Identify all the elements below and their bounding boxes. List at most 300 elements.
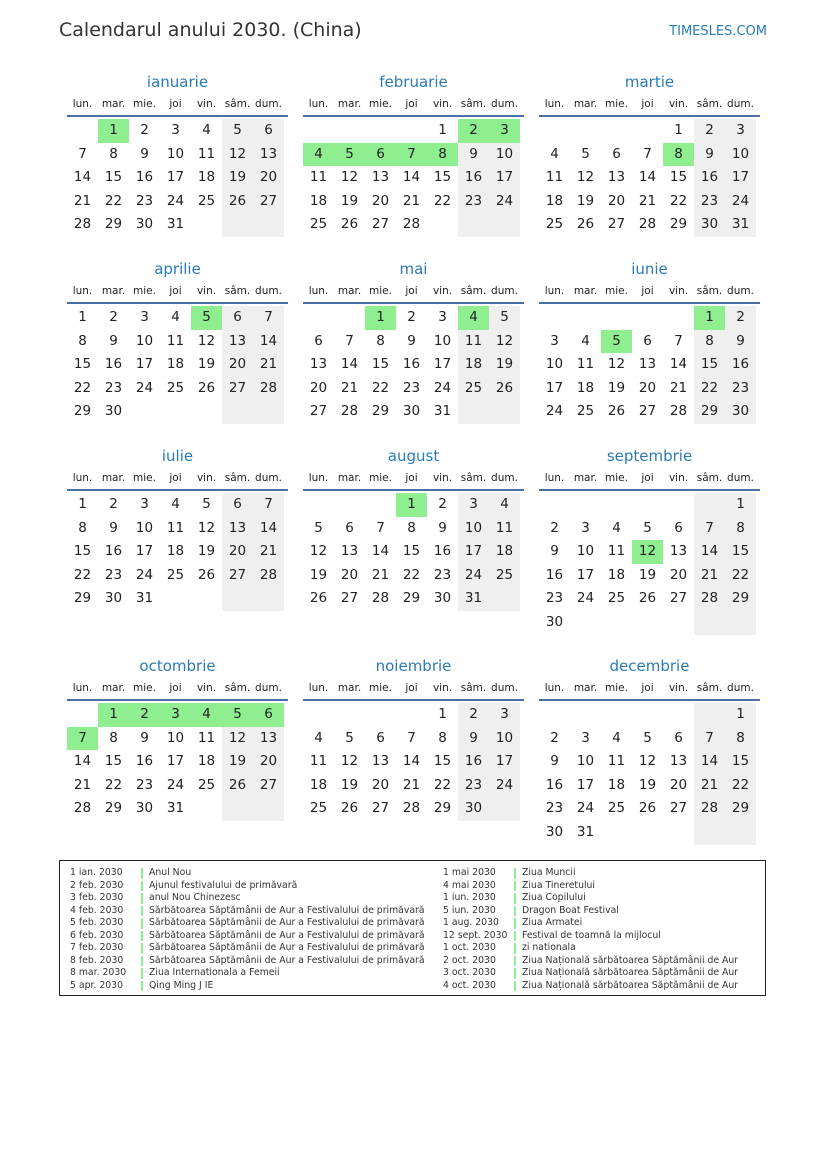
day-cell: 27: [253, 190, 284, 214]
legend-row: [70, 892, 443, 905]
day-cell: 29: [725, 587, 756, 611]
weekday-label: mie.: [369, 285, 392, 297]
holiday-day-cell: 12: [632, 540, 663, 564]
day-cell: 18: [166, 356, 185, 373]
day-cell: 18: [197, 753, 216, 770]
day-cell: 23: [458, 774, 489, 798]
day-cell: 28: [638, 216, 657, 233]
legend-holiday-name: Ziua Armatei: [522, 917, 583, 928]
day-cell: 20: [669, 566, 688, 583]
holiday-day-cell: 3: [489, 119, 520, 143]
month-name: octombrie: [139, 657, 216, 675]
day-cell: 5: [202, 496, 211, 512]
weekday-label: vin.: [668, 98, 689, 110]
legend-holiday-name: Ziua Națională sărbătoarea Săptămânii de Aur: [522, 967, 739, 978]
day-cell: 21: [73, 776, 92, 793]
empty-cell: [365, 119, 396, 143]
day-cell: 8: [407, 519, 416, 536]
day-cell: 2: [550, 519, 559, 536]
holiday-day-cell: 4: [458, 306, 489, 330]
day-cell: 16: [402, 356, 421, 373]
weekday-label: sâm.: [696, 98, 723, 110]
day-cell: 4: [612, 519, 621, 536]
weekday-label: lun.: [308, 472, 329, 484]
legend-row: [443, 892, 773, 905]
weekday-header: [303, 678, 524, 701]
weekday-label: dum.: [255, 472, 282, 484]
weekday-label: mie.: [133, 98, 156, 110]
empty-cell: [632, 306, 663, 330]
day-cell: 31: [725, 213, 756, 237]
weekday-label: sâm.: [224, 98, 251, 110]
day-cell: 29: [433, 800, 452, 817]
legend-marker: [514, 906, 516, 917]
day-cell: 6: [674, 729, 683, 746]
day-grid: [67, 117, 288, 237]
day-cell: 21: [402, 776, 421, 793]
weekday-label: sâm.: [460, 472, 487, 484]
site-link[interactable]: TIMESLES.COM: [669, 24, 767, 39]
weekday-label: sâm.: [696, 682, 723, 694]
holiday-day-cell: 1: [396, 493, 427, 517]
day-cell: 22: [371, 379, 390, 396]
legend-date: 8 mar. 2030: [70, 967, 127, 978]
day-cell: 24: [725, 190, 756, 214]
legend-holiday-name: Qing Ming J IE: [149, 979, 214, 991]
legend-column-left: [70, 867, 443, 995]
legend-date: 5 iun. 2030: [443, 904, 496, 916]
day-cell: 17: [489, 166, 520, 190]
day-cell: 2: [438, 496, 447, 512]
weekday-label: mie.: [605, 682, 628, 694]
day-cell: 8: [438, 729, 447, 746]
day-cell: 6: [345, 519, 354, 536]
day-cell: 21: [638, 192, 657, 209]
weekday-label: mar.: [573, 682, 598, 694]
weekday-header: [539, 468, 760, 491]
day-cell: 1: [674, 122, 683, 138]
month-septembrie: [539, 444, 760, 654]
holiday-day-cell: 6: [253, 703, 284, 727]
day-cell: 15: [104, 753, 123, 770]
weekday-label: mar.: [101, 472, 126, 484]
legend-marker: [514, 981, 516, 992]
empty-cell: [253, 213, 284, 237]
day-cell: 11: [545, 169, 564, 186]
day-cell: 3: [140, 309, 149, 325]
holiday-day-cell: 1: [98, 119, 129, 143]
day-cell: 19: [340, 192, 359, 209]
day-cell: 29: [104, 216, 123, 233]
day-cell: 22: [433, 776, 452, 793]
legend-row: [443, 905, 773, 918]
day-cell: 14: [694, 750, 725, 774]
weekday-label: vin.: [196, 682, 217, 694]
day-cell: 14: [73, 169, 92, 186]
day-cell: 7: [694, 727, 725, 751]
weekday-header: [67, 281, 288, 304]
day-cell: 22: [104, 776, 123, 793]
weekday-label: mie.: [605, 98, 628, 110]
day-cell: 10: [489, 727, 520, 751]
day-cell: 18: [607, 566, 626, 583]
legend-holiday-name: Sărbătoarea Săptămânii de Aur a Festivalului de primăvară: [149, 929, 425, 941]
legend-holiday-name: Ziua Tineretului: [522, 879, 596, 891]
day-cell: 12: [222, 143, 253, 167]
legend-holiday-name: Ziua Copilului: [522, 892, 586, 903]
day-cell: 31: [135, 590, 154, 607]
day-cell: 13: [638, 356, 657, 373]
weekday-label: lun.: [72, 682, 93, 694]
day-cell: 16: [433, 543, 452, 560]
weekday-label: mar.: [337, 285, 362, 297]
holiday-day-cell: 3: [160, 703, 191, 727]
legend-marker: [141, 931, 143, 942]
day-cell: 28: [694, 587, 725, 611]
day-cell: 13: [340, 543, 359, 560]
empty-cell: [160, 400, 191, 424]
day-cell: 16: [458, 750, 489, 774]
day-cell: 6: [674, 519, 683, 536]
holiday-day-cell: 4: [303, 143, 334, 167]
day-grid: [539, 304, 760, 424]
month-name: ianuarie: [146, 73, 209, 91]
day-cell: 3: [140, 496, 149, 512]
day-cell: 16: [135, 169, 154, 186]
day-cell: 8: [694, 330, 725, 354]
legend-marker: [141, 893, 143, 904]
day-cell: 26: [638, 800, 657, 817]
day-cell: 12: [197, 332, 216, 349]
legend-marker: [141, 906, 143, 917]
day-cell: 13: [371, 753, 390, 770]
day-grid: [303, 491, 524, 611]
weekday-label: dum.: [727, 682, 754, 694]
legend-row: [443, 880, 773, 893]
weekday-label: vin.: [432, 682, 453, 694]
day-cell: 15: [725, 750, 756, 774]
legend-date: 2 oct. 2030: [443, 954, 496, 966]
day-cell: 26: [576, 216, 595, 233]
day-cell: 24: [135, 566, 154, 583]
weekday-header: [303, 94, 524, 117]
day-cell: 25: [489, 564, 520, 588]
day-cell: 22: [669, 192, 688, 209]
weekday-label: mar.: [337, 98, 362, 110]
legend-row: [70, 917, 443, 930]
day-cell: 28: [253, 377, 284, 401]
weekday-label: joi: [405, 285, 418, 297]
day-cell: 24: [576, 800, 595, 817]
month-iunie: [539, 257, 760, 444]
legend-row: [443, 867, 773, 880]
empty-cell: [663, 821, 694, 845]
day-cell: 31: [458, 587, 489, 611]
day-cell: 19: [607, 379, 626, 396]
weekday-label: vin.: [432, 98, 453, 110]
day-cell: 2: [109, 496, 118, 512]
day-cell: 10: [576, 753, 595, 770]
empty-cell: [601, 821, 632, 845]
day-cell: 30: [545, 613, 564, 630]
legend-marker: [141, 881, 143, 892]
day-cell: 11: [166, 332, 185, 349]
day-cell: 18: [166, 543, 185, 560]
day-cell: 28: [73, 216, 92, 233]
weekday-label: vin.: [196, 472, 217, 484]
day-cell: 16: [135, 753, 154, 770]
month-august: [303, 444, 524, 654]
holiday-day-cell: 5: [222, 703, 253, 727]
day-cell: 16: [545, 776, 564, 793]
day-cell: 10: [433, 332, 452, 349]
month-name: septembrie: [606, 447, 693, 465]
day-cell: 23: [402, 379, 421, 396]
day-cell: 14: [253, 517, 284, 541]
day-cell: 11: [309, 753, 328, 770]
day-cell: 30: [402, 403, 421, 420]
holiday-day-cell: 1: [365, 306, 396, 330]
day-cell: 16: [104, 356, 123, 373]
day-cell: 25: [166, 379, 185, 396]
empty-cell: [539, 703, 570, 727]
empty-cell: [303, 306, 334, 330]
weekday-label: joi: [169, 472, 182, 484]
holiday-day-cell: 5: [191, 306, 222, 330]
day-cell: 27: [669, 800, 688, 817]
weekday-label: mie.: [133, 682, 156, 694]
day-cell: 25: [607, 590, 626, 607]
weekday-label: vin.: [668, 682, 689, 694]
day-cell: 9: [109, 519, 118, 536]
day-cell: 13: [222, 330, 253, 354]
weekday-label: mie.: [369, 98, 392, 110]
day-cell: 15: [433, 169, 452, 186]
day-cell: 17: [489, 750, 520, 774]
weekday-label: joi: [169, 682, 182, 694]
day-cell: 6: [253, 119, 284, 143]
day-cell: 6: [314, 332, 323, 349]
day-cell: 24: [135, 379, 154, 396]
day-cell: 17: [545, 379, 564, 396]
empty-cell: [632, 821, 663, 845]
day-cell: 22: [402, 566, 421, 583]
day-cell: 2: [109, 309, 118, 325]
day-cell: 23: [725, 377, 756, 401]
legend-holiday-name: Ziua Muncii: [522, 867, 576, 878]
day-cell: 23: [104, 379, 123, 396]
day-cell: 31: [166, 216, 185, 233]
day-cell: 31: [433, 403, 452, 420]
day-cell: 9: [550, 753, 559, 770]
day-cell: 23: [545, 590, 564, 607]
day-cell: 12: [340, 169, 359, 186]
day-cell: 12: [340, 753, 359, 770]
day-cell: 15: [669, 169, 688, 186]
day-cell: 24: [489, 774, 520, 798]
day-cell: 21: [694, 564, 725, 588]
day-cell: 22: [725, 774, 756, 798]
empty-cell: [191, 797, 222, 821]
legend-marker: [514, 968, 516, 979]
legend-marker: [141, 868, 143, 879]
weekday-header: [67, 468, 288, 491]
month-name: mai: [399, 260, 428, 278]
day-cell: 3: [438, 309, 447, 325]
day-cell: 27: [222, 377, 253, 401]
legend-row: [70, 880, 443, 893]
empty-cell: [539, 493, 570, 517]
legend-marker: [514, 956, 516, 967]
empty-cell: [725, 821, 756, 845]
empty-cell: [303, 493, 334, 517]
day-cell: 25: [607, 800, 626, 817]
empty-cell: [632, 493, 663, 517]
day-cell: 7: [253, 493, 284, 517]
weekday-label: mie.: [133, 472, 156, 484]
day-cell: 22: [725, 564, 756, 588]
legend-date: 5 apr. 2030: [70, 979, 124, 991]
weekday-label: joi: [641, 472, 654, 484]
day-cell: 10: [166, 145, 185, 162]
day-cell: 4: [314, 729, 323, 746]
day-cell: 30: [458, 797, 489, 821]
legend-marker: [514, 868, 516, 879]
legend-holiday-name: Sărbătoarea Săptămânii de Aur a Festivalului de primăvară: [149, 904, 425, 916]
day-cell: 21: [669, 379, 688, 396]
day-cell: 22: [433, 192, 452, 209]
day-cell: 14: [371, 543, 390, 560]
month-name: iunie: [631, 260, 668, 278]
day-cell: 19: [489, 353, 520, 377]
day-cell: 14: [253, 330, 284, 354]
day-cell: 16: [104, 543, 123, 560]
day-cell: 17: [166, 753, 185, 770]
day-cell: 15: [725, 540, 756, 564]
empty-cell: [632, 703, 663, 727]
day-cell: 13: [669, 753, 688, 770]
day-cell: 6: [612, 145, 621, 162]
weekday-label: mie.: [369, 682, 392, 694]
day-cell: 14: [638, 169, 657, 186]
legend-marker: [141, 981, 143, 992]
empty-cell: [253, 587, 284, 611]
weekday-label: lun.: [72, 285, 93, 297]
day-cell: 19: [309, 566, 328, 583]
day-grid: [67, 701, 288, 821]
day-cell: 12: [309, 543, 328, 560]
day-cell: 15: [402, 543, 421, 560]
day-cell: 9: [140, 145, 149, 162]
day-cell: 26: [489, 377, 520, 401]
empty-cell: [539, 119, 570, 143]
empty-cell: [253, 797, 284, 821]
empty-cell: [489, 400, 520, 424]
empty-cell: [253, 400, 284, 424]
day-cell: 30: [725, 400, 756, 424]
day-cell: 19: [340, 776, 359, 793]
day-cell: 11: [166, 519, 185, 536]
day-cell: 9: [550, 543, 559, 560]
day-cell: 22: [73, 379, 92, 396]
holiday-day-cell: 5: [601, 330, 632, 354]
day-cell: 25: [458, 377, 489, 401]
month-februarie: [303, 70, 524, 257]
legend-row: [70, 905, 443, 918]
day-cell: 31: [576, 823, 595, 840]
day-cell: 8: [78, 332, 87, 349]
holiday-day-cell: 7: [396, 143, 427, 167]
weekday-label: joi: [641, 682, 654, 694]
weekday-label: joi: [169, 285, 182, 297]
weekday-label: dum.: [491, 98, 518, 110]
day-cell: 10: [166, 729, 185, 746]
weekday-label: joi: [169, 98, 182, 110]
day-cell: 27: [222, 564, 253, 588]
legend-date: 3 oct. 2030: [443, 967, 496, 978]
day-cell: 10: [576, 543, 595, 560]
weekday-label: dum.: [491, 682, 518, 694]
day-cell: 9: [109, 332, 118, 349]
empty-cell: [570, 611, 601, 635]
empty-cell: [458, 400, 489, 424]
day-cell: 20: [607, 192, 626, 209]
day-cell: 7: [253, 306, 284, 330]
day-cell: 19: [222, 166, 253, 190]
day-cell: 3: [458, 493, 489, 517]
legend-date: 12 sept. 2030: [443, 929, 508, 941]
day-cell: 22: [694, 377, 725, 401]
day-cell: 8: [725, 517, 756, 541]
day-cell: 9: [438, 519, 447, 536]
day-cell: 30: [694, 213, 725, 237]
legend-marker: [514, 893, 516, 904]
day-cell: 25: [545, 216, 564, 233]
empty-cell: [67, 703, 98, 727]
empty-cell: [303, 119, 334, 143]
day-cell: 26: [309, 590, 328, 607]
empty-cell: [570, 493, 601, 517]
day-cell: 29: [73, 590, 92, 607]
day-cell: 2: [458, 703, 489, 727]
weekday-label: joi: [405, 472, 418, 484]
weekday-label: mie.: [605, 472, 628, 484]
day-cell: 12: [197, 519, 216, 536]
day-cell: 27: [371, 800, 390, 817]
day-cell: 6: [643, 332, 652, 349]
day-cell: 1: [78, 496, 87, 512]
holiday-day-cell: 7: [67, 727, 98, 751]
weekday-header: [303, 281, 524, 304]
day-cell: 20: [222, 540, 253, 564]
day-cell: 9: [458, 727, 489, 751]
empty-cell: [601, 306, 632, 330]
legend-row: [70, 867, 443, 880]
weekday-label: joi: [405, 98, 418, 110]
day-cell: 26: [197, 566, 216, 583]
day-cell: 26: [607, 403, 626, 420]
empty-cell: [694, 703, 725, 727]
day-cell: 4: [202, 122, 211, 138]
day-cell: 3: [171, 122, 180, 138]
day-grid: [539, 491, 760, 635]
day-cell: 6: [222, 493, 253, 517]
month-mai: [303, 257, 524, 444]
day-cell: 17: [433, 356, 452, 373]
legend-date: 3 feb. 2030: [70, 892, 124, 903]
day-cell: 7: [694, 517, 725, 541]
day-cell: 11: [197, 729, 216, 746]
